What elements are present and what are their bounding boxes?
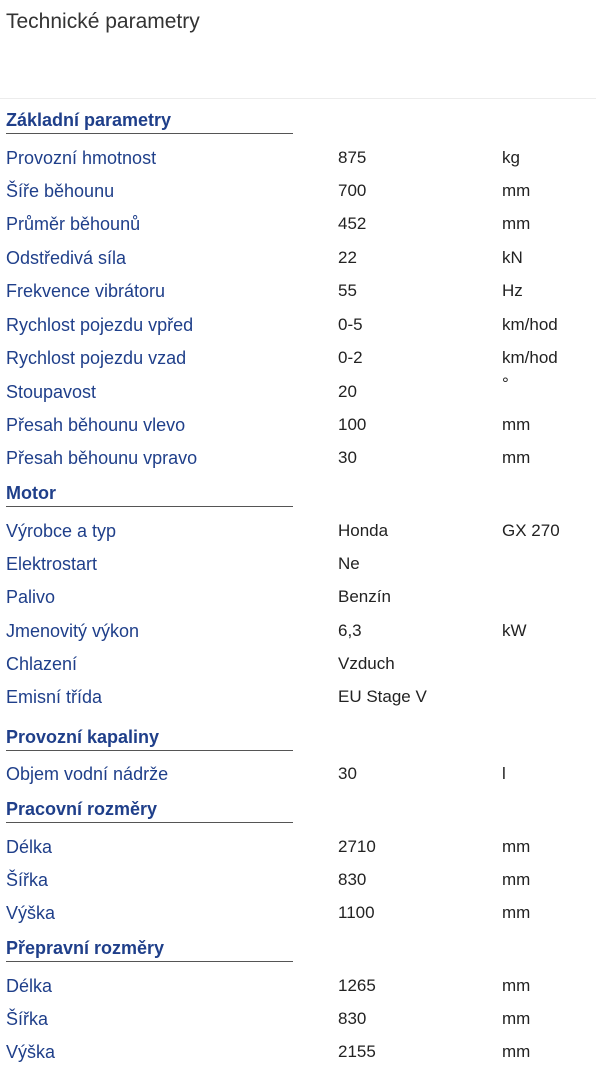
spec-row (0, 834, 596, 860)
spec-label: Výška (6, 903, 56, 923)
spec-label: Emisní třída (6, 687, 103, 707)
spec-value: 6,3 (338, 621, 362, 640)
spec-value: 22 (338, 248, 357, 267)
spec-label: Frekvence vibrátoru (6, 281, 166, 301)
spec-unit: mm (502, 415, 531, 434)
spec-row (0, 584, 596, 610)
spec-row (0, 374, 596, 405)
spec-label: Délka (6, 837, 53, 857)
spec-row (0, 684, 596, 710)
spec-unit: kN (502, 248, 523, 267)
spec-label: Šířka (6, 870, 49, 890)
section-title-provozni-kapaliny: Provozní kapaliny (6, 726, 293, 751)
spec-label: Stoupavost (6, 382, 97, 402)
spec-value: 2710 (338, 837, 376, 856)
spec-value: 20 (338, 382, 357, 401)
spec-row (0, 312, 596, 338)
spec-unit: GX 270 (502, 521, 560, 540)
spec-value: 30 (338, 764, 357, 783)
spec-label: Elektrostart (6, 554, 98, 574)
spec-unit: mm (502, 448, 531, 467)
spec-unit: mm (502, 837, 531, 856)
spec-unit: mm (502, 976, 531, 995)
spec-row (0, 618, 596, 644)
spec-label: Rychlost pojezdu vzad (6, 348, 187, 368)
spec-value: 0-2 (338, 348, 363, 367)
section-title-motor: Motor (6, 482, 293, 507)
spec-label: Jmenovitý výkon (6, 621, 140, 641)
spec-value: 700 (338, 181, 367, 200)
spec-value: Benzín (338, 587, 391, 606)
degree-unit: ° (502, 374, 509, 393)
spec-row (0, 651, 596, 677)
spec-unit: mm (502, 181, 531, 200)
spec-label: Délka (6, 976, 53, 996)
spec-label: Výška (6, 1042, 56, 1062)
spec-row (0, 211, 596, 237)
spec-row (0, 867, 596, 893)
spec-value: 30 (338, 448, 357, 467)
spec-value: 452 (338, 214, 367, 233)
spec-label: Objem vodní nádrže (6, 764, 169, 784)
spec-label: Odstředivá síla (6, 248, 127, 268)
spec-label: Výrobce a typ (6, 521, 117, 541)
spec-unit: Hz (502, 281, 523, 300)
spec-label: Šířka (6, 1009, 49, 1029)
section-title-prepravni-rozmery: Přepravní rozměry (6, 937, 293, 962)
spec-row (0, 1006, 596, 1032)
spec-label: Palivo (6, 587, 56, 607)
spec-unit: km/hod (502, 315, 558, 334)
spec-unit: kW (502, 621, 527, 640)
spec-label: Přesah běhounu vpravo (6, 448, 198, 468)
spec-unit: kg (502, 148, 520, 167)
spec-label: Přesah běhounu vlevo (6, 415, 186, 435)
spec-row (0, 551, 596, 577)
spec-value: Vzduch (338, 654, 395, 673)
spec-unit: l (502, 764, 506, 783)
spec-value: 1265 (338, 976, 376, 995)
section-title-pracovni-rozmery: Pracovní rozměry (6, 798, 293, 823)
spec-row (0, 178, 596, 204)
spec-row (0, 245, 596, 271)
spec-row (0, 1039, 596, 1065)
spec-row (0, 278, 596, 304)
spec-row (0, 445, 596, 471)
spec-row (0, 518, 596, 544)
spec-value: EU Stage V (338, 687, 427, 706)
spec-label: Šíře běhounu (6, 181, 115, 201)
spec-row (0, 145, 596, 171)
spec-unit: mm (502, 903, 531, 922)
spec-value: 55 (338, 281, 357, 300)
spec-value: 1100 (338, 903, 375, 922)
spec-value: 830 (338, 1009, 367, 1028)
spec-label: Provozní hmotnost (6, 148, 157, 168)
spec-value: Honda (338, 521, 389, 540)
section-title-zakladni-parametry: Základní parametry (6, 109, 293, 134)
spec-value: 100 (338, 415, 367, 434)
spec-unit: km/hod (502, 348, 558, 367)
spec-row (0, 973, 596, 999)
spec-unit: mm (502, 1042, 531, 1061)
header-divider (0, 98, 596, 99)
page-title: Technické parametry (6, 10, 200, 33)
spec-row (0, 900, 596, 926)
spec-row (0, 345, 596, 371)
spec-value: Ne (338, 554, 360, 573)
spec-label: Průměr běhounů (6, 214, 141, 234)
spec-unit: mm (502, 870, 531, 889)
spec-value: 875 (338, 148, 367, 167)
spec-label: Chlazení (6, 654, 78, 674)
spec-unit: mm (502, 1009, 531, 1028)
spec-row (0, 761, 596, 787)
spec-value: 0-5 (338, 315, 363, 334)
spec-label: Rychlost pojezdu vpřed (6, 315, 194, 335)
spec-value: 2155 (338, 1042, 376, 1061)
spec-row (0, 412, 596, 438)
spec-value: 830 (338, 870, 367, 889)
spec-unit: mm (502, 214, 531, 233)
